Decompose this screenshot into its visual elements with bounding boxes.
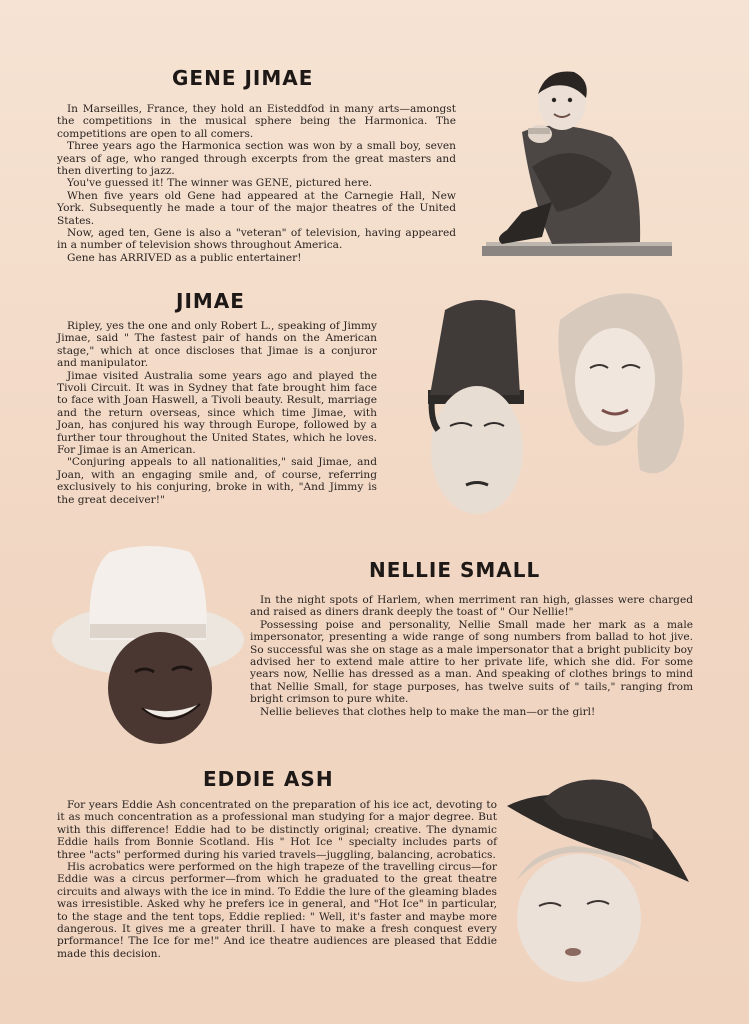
paragraph: His acrobatics were performed on the high trapeze of the travelling circus—for Eddie was a circus performer—from which he graduated to the great theatre circuits and always with the ice in mind. To Eddie the lure of the gleaming blades was irresistible. Asked why he prefers ice in general, and "Hot Ice" in particular, to the stage and the tent tops, Eddie replied: " Well, it's faster and maybe more dangerous. It gives me a greater thrill. I have to make a fresh conquest every prformance! The Ice for me!" And ice theatre audiences are pleased that Eddie made this decision. (57, 861, 497, 960)
paragraph: Nellie believes that clothes help to make the man—or the girl! (260, 705, 596, 718)
jimae-text (57, 320, 377, 506)
jimae-photo (390, 280, 690, 530)
eddie-ash-heading: EDDIE ASH (203, 767, 334, 791)
paragraph: You've guessed it! The winner was GENE, pictured here. (67, 177, 373, 190)
gene-jimae-heading: GENE JIMAE (172, 66, 314, 90)
paragraph: Possessing poise and personality, Nellie Small made her mark as a male impersonator, presenting a wide range of song numbers from ballad to hot jive. So successful was she on stage as a male impersonator that a bright publicity boy advised her to extend male attire to her private life, which she did. For some years now, Nellie has dressed as a man. And speaking of clothes brings to mind that Nellie Small, for stage purposes, has twelve suits of " tails," ranging from bright crimson to pure white. (250, 618, 693, 706)
paragraph: When five years old Gene had appeared at the Carnegie Hall, New York. Subsequently he made a tour of the major theatres of the United States. (57, 189, 456, 227)
jimae-heading: JIMAE (176, 289, 245, 313)
paragraph: "Conjuring appeals to all nationalities," said Jimae, and Joan, with an engaging smile and, of course, referring exclusively to his conjuring, broke in with, "And Jimmy is the great deceiver!" (57, 456, 377, 506)
gene-jimae-photo (462, 62, 684, 262)
gene-jimae-text (57, 103, 456, 264)
paragraph: In Marseilles, France, they hold an Eisteddfod in many arts—amongst the competitions in the musical sphere being the Harmonica. The competitions are open to all comers. (57, 103, 456, 140)
nellie-small-heading: NELLIE SMALL (369, 558, 541, 582)
paragraph: For years Eddie Ash concentrated on the preparation of his ice act, devoting to it as much concentration as a professional man studying for a major degree. But with this difference! Eddie had to be distinctly original; creative. The dynamic Eddie hails from Bonnie Scotland. His " Hot Ice " specialty includes parts of three "acts" performed during his varied travels—juggling, balancing, acrobatics. (57, 799, 497, 861)
paragraph: In the night spots of Harlem, when merriment ran high, glasses were charged and raised as diners drank deeply the toast of " Our Nellie!" (250, 594, 693, 619)
paragraph: Gene has ARRIVED as a public entertainer! (67, 251, 302, 264)
nellie-small-text (250, 594, 693, 718)
nellie-small-photo (50, 540, 246, 752)
eddie-ash-photo (503, 770, 699, 986)
paragraph: Ripley, yes the one and only Robert L., speaking of Jimmy Jimae, said " The fastest pair of hands on the American stage," which at once discloses that Jimae is a conjuror and manipulator. (57, 320, 377, 370)
eddie-ash-text (57, 799, 497, 960)
paragraph: Now, aged ten, Gene is also a "veteran" of television, having appeared in a number of television shows throughout America. (57, 227, 456, 252)
paragraph: Jimae visited Australia some years ago and played the Tivoli Circuit. It was in Sydney that fate brought him face to face with Joan Haswell, a Tivoli beauty. Result, marriage and the return overseas, since which time Jimae, with Joan, has conjured his way through Europe, followed by a further tour throughout the United States, which he loves. For Jimae is an American. (57, 369, 377, 457)
paragraph: Three years ago the Harmonica section was won by a small boy, seven years of age, who ranged through excerpts from the great masters and then diverting to jazz. (57, 140, 456, 178)
